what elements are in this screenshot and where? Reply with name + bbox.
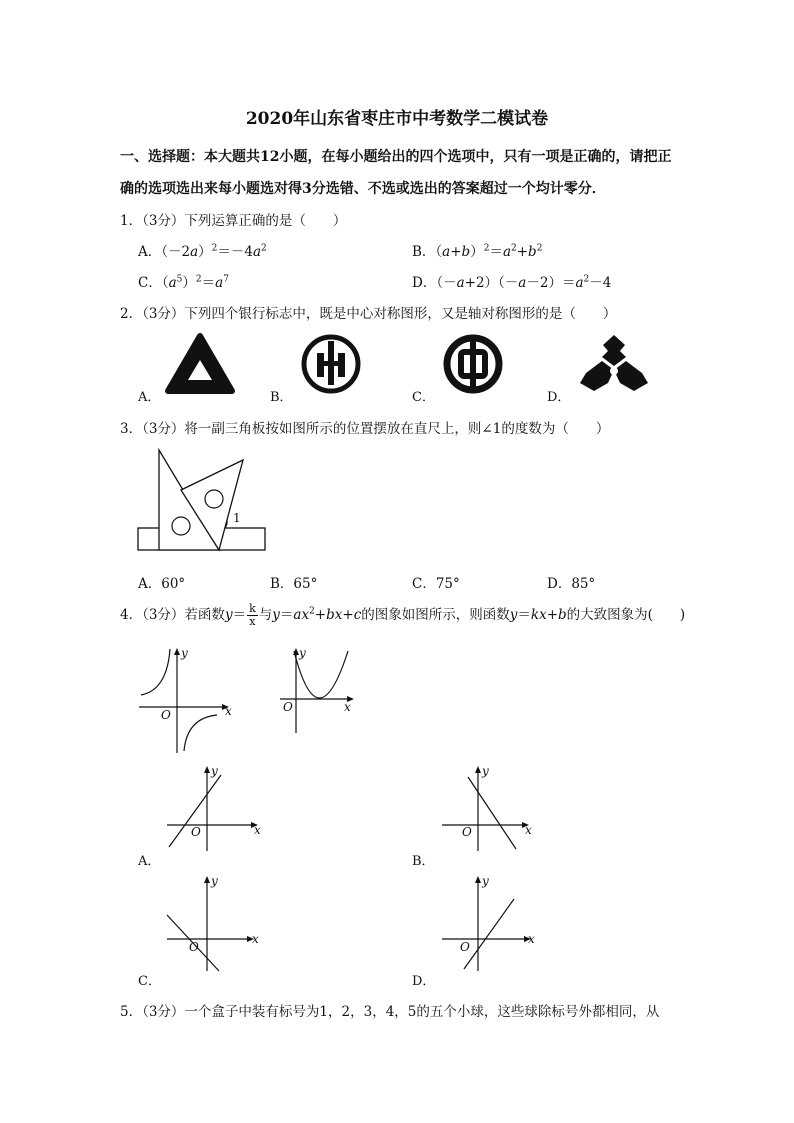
svg-text:y: y (482, 764, 489, 778)
svg-text:y: y (211, 874, 218, 888)
q3-option-d: D．85° (547, 576, 596, 592)
q3-option-b: B．65° (270, 576, 318, 592)
svg-text:x: x (254, 823, 261, 837)
agricultural-bank-logo-icon (300, 333, 362, 395)
triangle-ring-logo-icon (165, 333, 235, 395)
svg-text:x: x (344, 700, 351, 714)
q4-label-a: A． (138, 854, 161, 869)
svg-text:x: x (525, 823, 532, 837)
q1-option-c: C．$(a^5)^2=a^7$ (138, 274, 229, 291)
k-over-x-fraction: $\frac{k}{x}$ (249, 602, 256, 628)
svg-text:y: y (482, 874, 489, 888)
svg-text:O: O (191, 825, 201, 839)
q4-label-b: B． (412, 854, 435, 869)
q2-label-c: C． (412, 390, 435, 405)
parabola-graph (278, 645, 358, 735)
page-title: 2020年山东省枣庄市中考数学二模试卷 (245, 109, 549, 129)
svg-text:x: x (225, 704, 232, 718)
bank-of-china-logo-icon (442, 333, 504, 395)
svg-text:O: O (460, 940, 470, 954)
q3-option-a: A．60° (138, 576, 186, 592)
svg-text:x: x (528, 932, 535, 946)
q4-option-b-graph (440, 763, 540, 853)
q4-option-a-graph (165, 763, 265, 853)
hyperbola-graph (137, 645, 237, 755)
question-1-stem: 1．（3分）下列运算正确的是（ ） (120, 213, 347, 229)
q1-option-d: D．$(-a+2)(-a-2)=a^2-4$ (412, 274, 612, 291)
question-5-stem: 5．（3分）一个盒子中装有标号为1，2，3，4，5的五个小球，这些球除标号外都相同，从 (120, 1004, 660, 1020)
q2-label-a: A． (138, 390, 161, 405)
q4-option-c-graph (165, 873, 265, 973)
question-3-stem: 3．（3分）将一副三角板按如图所示的位置摆放在直尺上，则∠1的度数为（ ） (120, 421, 610, 437)
q2-label-b: B． (270, 390, 293, 405)
angle-1-label: 1 (233, 511, 241, 525)
q4-option-d-graph (440, 873, 540, 973)
q4-label-c: C． (138, 974, 161, 989)
section-heading-line2: 确的选项选出来每小题选对得3分选错、不选或选出的答案超过一个均计零分． (120, 181, 606, 197)
q1-option-a: A．$(-2a)^2=-4a^2$ (138, 243, 267, 260)
construction-bank-logo-icon (578, 333, 650, 395)
svg-text:O: O (161, 708, 171, 722)
svg-text:x: x (252, 932, 259, 946)
svg-text:O: O (189, 940, 199, 954)
triangle-ruler-figure (137, 448, 267, 552)
q1-option-b: B．$(a+b)^2=a^2+b^2$ (412, 243, 543, 260)
question-4-stem: 4．（3分）若函数y＝ $\frac{k}{x}$ 与$y=ax^2+bx+c$的图象如图所示，则函数y＝kx+b的大致图象为( ) (120, 602, 686, 628)
q4-label-d: D． (412, 974, 436, 989)
svg-text:O: O (283, 700, 293, 714)
question-2-stem: 2．（3分）下列四个银行标志中，既是中心对称图形，又是轴对称图形的是（ ） (120, 306, 617, 322)
svg-text:y: y (181, 646, 188, 660)
q3-option-c: C．75° (412, 576, 460, 592)
svg-text:y: y (299, 646, 306, 660)
q2-label-d: D． (547, 390, 571, 405)
section-heading-line1: 一、选择题：本大题共12小题，在每小题给出的四个选项中，只有一项是正确的，请把正 (120, 149, 672, 165)
svg-text:O: O (462, 825, 472, 839)
svg-text:y: y (211, 764, 218, 778)
